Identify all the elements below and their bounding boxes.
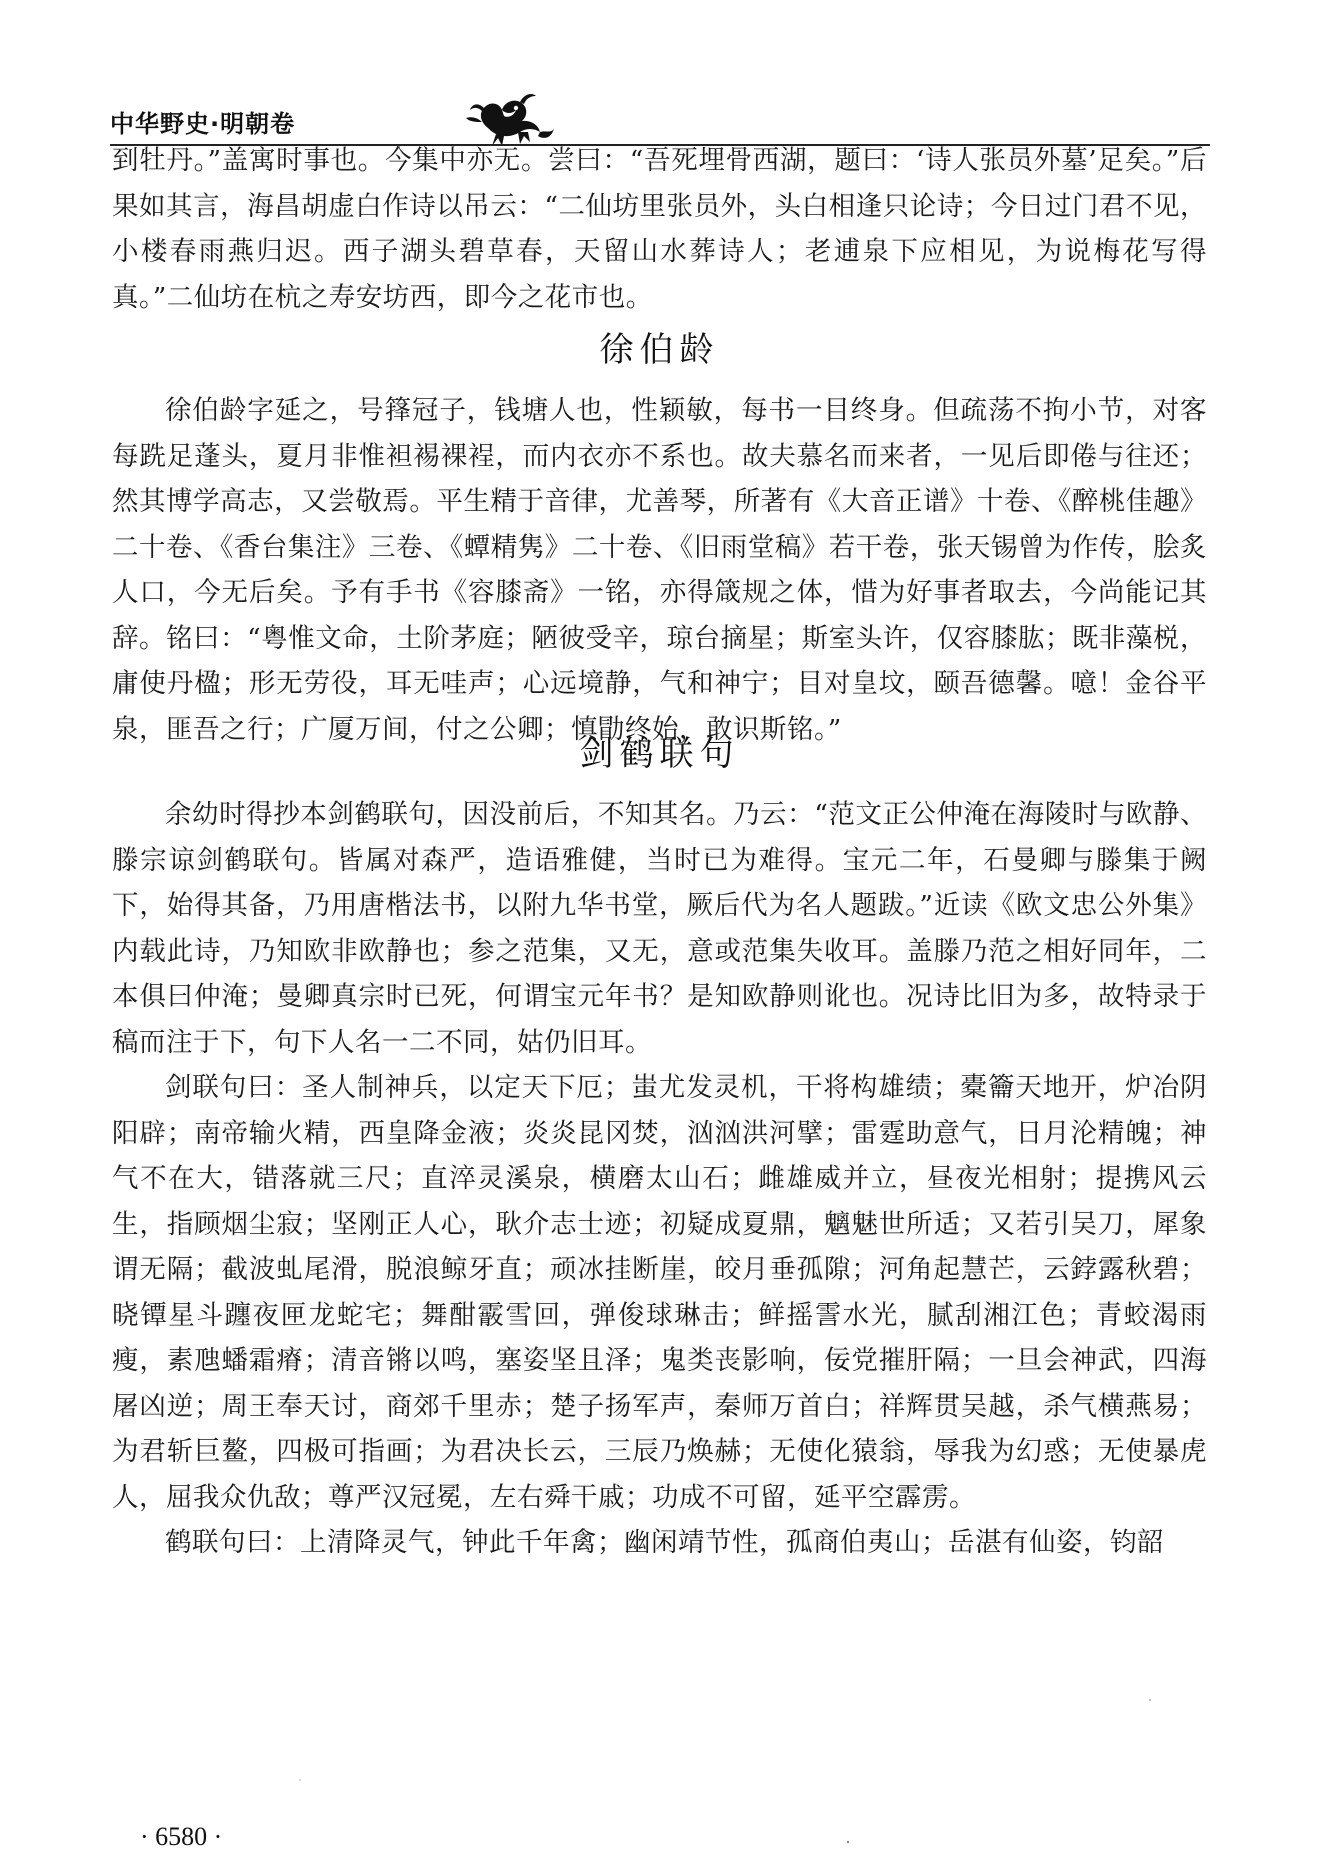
- section-body-jian-he-lianju: [112, 792, 1207, 1566]
- page-number: · 6580 ·: [140, 1822, 223, 1851]
- book-title: 中华野史·明朝卷: [110, 110, 296, 138]
- section-title-jian-he-lianju: 剑鹤联句: [579, 734, 740, 774]
- section-body-xu-boling: [112, 388, 1207, 752]
- intro-passage: [112, 138, 1207, 320]
- intro-paragraph: 到牡丹。”盖寓时事也。今集中亦无。尝曰：“吾死埋骨西湖，题曰：‘诗人张员外墓’足矣。”后果如其言，海昌胡虚白作诗以吊云：“二仙坊里张员外，头白相逢只论诗；今日过门君不见，小楼春雨燕归迟。西子湖头碧草春，天留山水葬诗人；老逋泉下应相见，为说梅花写得真。”二仙坊在杭之寿安坊西，即今之花市也。: [112, 145, 1207, 313]
- paragraph: 鹤联句曰：上清降灵气，钟此千年禽；幽闲靖节性，孤商伯夷山；岳湛有仙姿，钧韶: [165, 1527, 1164, 1558]
- paragraph: 余幼时得抄本剑鹤联句，因没前后，不知其名。乃云：“范文正公仲淹在海陵时与欧静、滕宗谅剑鹤联句。皆属对森严，造语雅健，当时已为难得。宝元二年，石曼卿与滕集于阙下，始得其备，乃用唐楷法书，以附九华书堂，厥后代为名人题跋。”近读《欧文忠公外集》内载此诗，乃知欧非欧静也；参之范集，又无，意或范集失收耳。盖滕乃范之相好同年，二本俱曰仲淹；曼卿真宗时已死，何谓宝元年书？是知欧静则讹也。况诗比旧为多，故特录于稿而注于下，句下人名一二不同，姑仍旧耳。: [112, 799, 1207, 1058]
- paragraph: 剑联句曰：圣人制神兵，以定天下厄；蚩尤发灵机，干将构雄绩；橐籥天地开，炉冶阴阳辟；南帝输火精，西皇降金液；炎炎昆冈焚，汹汹洪河擘；雷霆助意气，日月沦精魄；神气不在大，错落就三尺；直淬灵溪泉，横磨太山石；雌雄威并立，昼夜光相射；提携风云生，指顾烟尘寂；坚刚正人心，耿介志士迹；初疑成夏鼎，魑魅世所适；又若引吴刀，犀象谓无隔；截波虬尾滑，脱浪鲸牙直；顽冰挂断崖，皎月垂孤隙；河角起慧芒，云鋍露秋碧；晓镡星斗躔夜匣龙蛇宅；舞酣霰雪回，弹俊球琳击；鲜摇霅水光，腻刮湘江色；青蛟渴雨瘦，素虺蟠霜瘠；清音锵以鸣，塞姿坚且泽；鬼类丧影响，佞党摧肝隔；一旦会神武，四海屠凶逆；周王奉天讨，商郊千里赤；楚子扬军声，秦师万首白；祥辉贯吴越，杀气横燕易；为君斩巨鳌，四极可指画；为君决长云，三辰乃焕赫；无使化猿翁，辱我为幻惑；无使暴虎人，屈我众仇敌；尊严汉冠冕，左右舜干戚；功成不可留，延平空霹雳。: [112, 1072, 1207, 1513]
- section-title-xu-boling: 徐伯龄: [599, 330, 720, 370]
- paragraph: 徐伯龄字延之，号箨冠子，钱塘人也，性颖敏，每书一目终身。但疏荡不拘小节，对客每跣足蓬头，夏月非惟袒裼裸裎，而内衣亦不系也。故夫慕名而来者，一见后即倦与往还；然其博学高志，又尝敬焉。平生精于音律，尤善琴，所著有《大音正谱》十卷、《醉桃佳趣》二十卷、《香台集注》三卷、《蟫精隽》二十卷、《旧雨堂稿》若干卷，张天锡曾为作传，脍炙人口，今无后矣。予有手书《容膝斋》一铭，亦得箴规之体，惜为好事者取去，今尚能记其辞。铭曰：“粤惟文命，土阶茅庭；陋彼受辛，琼台摘星；斯室头许，仅容膝肱；既非藻棁，庸使丹楹；形无劳役，耳无哇声；心远境静，气和神宁；目对皇坟，颐吾德馨。噫！金谷平泉，匪吾之行；广厦万间，付之公卿；慎勖终始，敢识斯铭。”: [112, 395, 1207, 745]
